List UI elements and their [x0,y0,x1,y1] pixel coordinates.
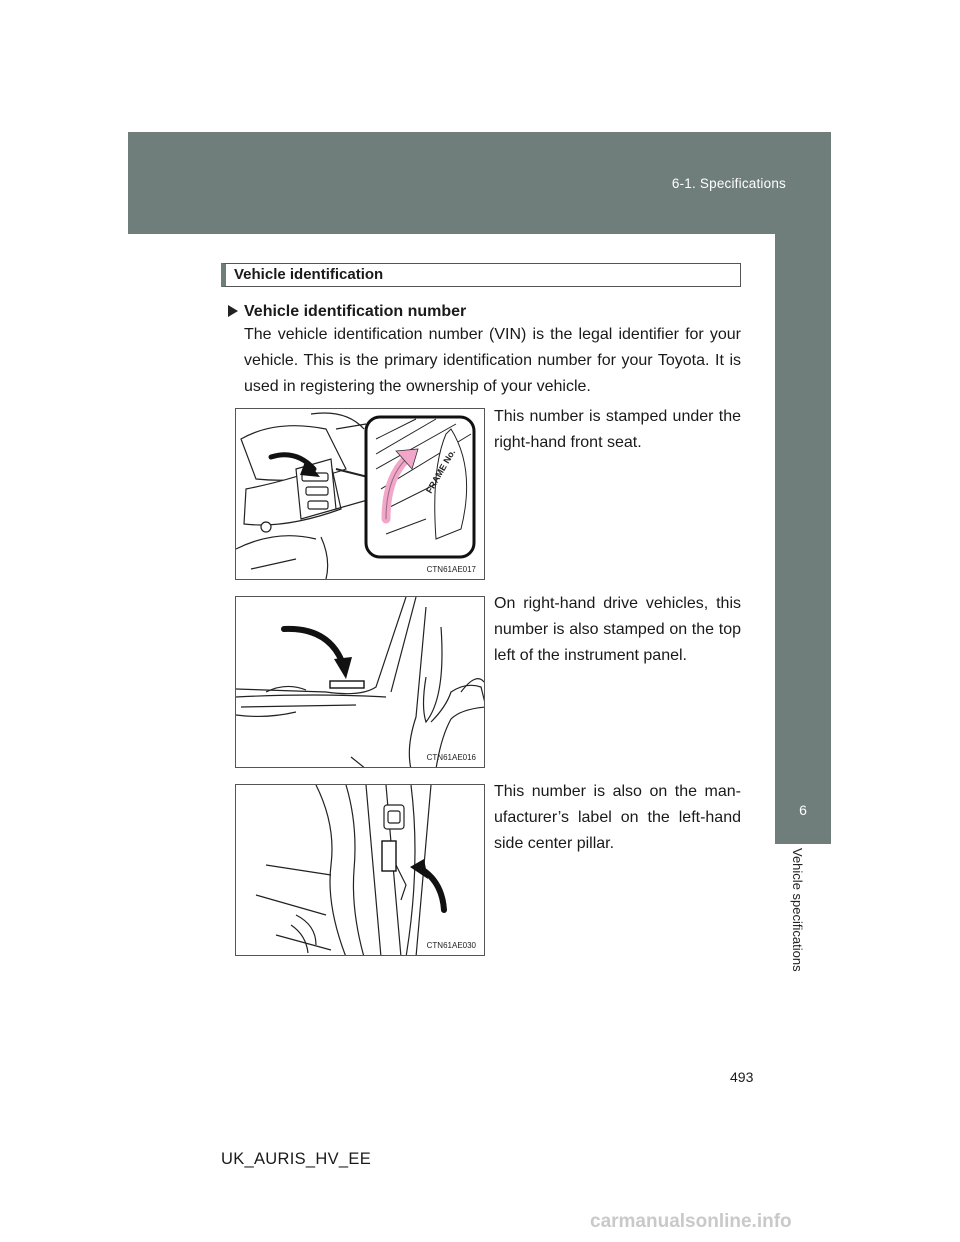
chapter-number: 6 [799,802,807,818]
section-title: Vehicle identification [221,263,741,287]
intro-paragraph: The vehicle identification number (VIN) is the legal identifier for your vehicle. This is the primary identification number for your Toyota. It is used in registering the ownership of your vehicle. [244,326,741,395]
chapter-title-vertical: Vehicle specifications [790,848,805,972]
figure-code: CTN61AE030 [426,941,476,950]
chapter-side-tab [775,234,831,844]
figure-code: CTN61AE017 [426,565,476,574]
subheading [228,303,466,321]
watermark: carmanualsonline.info [590,1211,792,1232]
figure-center-pillar [235,784,485,956]
header-section-title: 6-1. Specifications [671,176,786,191]
center-pillar-illustration [236,785,485,956]
figure-instrument-panel [235,596,485,768]
frame-number-label: FRAME No. [424,447,458,495]
figure-caption-3: This number is also on the man- ufacturer’s label on the left-hand side center pillar. [494,783,741,852]
figure-code: CTN61AE016 [426,753,476,762]
figure-under-seat [235,408,485,580]
header-band [128,132,831,234]
under-seat-illustration [236,409,485,580]
figure-caption-2: On right-hand drive vehicles, this number is also stamped on the top left of the instrument panel. [494,595,741,664]
footer-document-code: UK_AURIS_HV_EE [221,1150,372,1168]
figure-caption-1: This number is stamped under the right-hand front seat. [494,408,741,451]
instrument-panel-illustration [236,597,485,768]
page-number: 493 [730,1069,754,1085]
triangle-bullet-icon [228,305,238,317]
subheading-text: Vehicle identification number [244,303,467,320]
